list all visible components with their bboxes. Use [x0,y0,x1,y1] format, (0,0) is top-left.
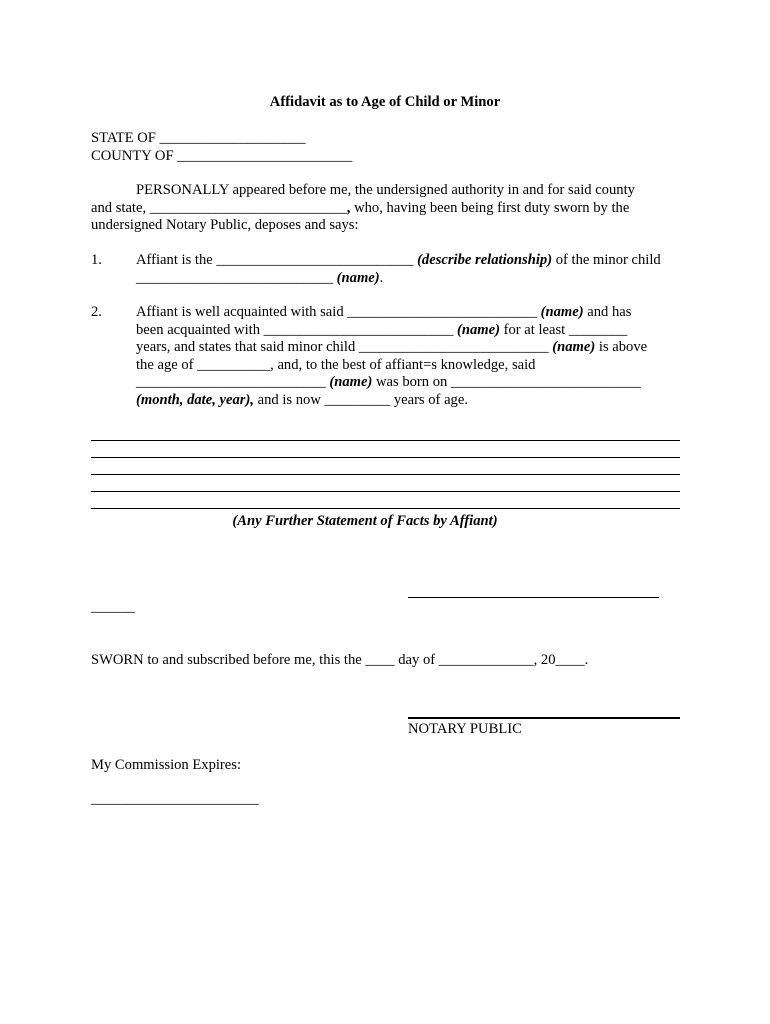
item-2-line-1-name-label: (name) [540,304,584,320]
item-1-text [136,252,696,287]
short-blank-line: ______ [91,599,135,615]
item-1-name-label: (name) [336,269,380,286]
intro-line-2-comma: , [346,199,351,216]
item-2-line-5 [136,374,696,392]
statement-line-2 [91,457,680,458]
statement-line-3 [91,474,680,475]
item-2-line-5-end: was born on __________________________ [372,374,641,391]
item-2-line-5-name-label: (name) [329,374,373,391]
further-statement-caption: (Any Further Statement of Facts by Affiant) [232,513,498,529]
item-2-line-4: the age of __________, and, to the best of affiant=s knowledge, said [136,356,536,373]
commission-date-line: _______________________ [91,791,259,807]
item-1-relationship-label: (describe relationship) [417,252,553,268]
state-line: STATE OF ____________________ [91,130,306,146]
item-2-text [136,304,696,410]
document-title: Affidavit as to Age of Child or Minor [269,94,501,110]
item-2-number: 2. [91,304,102,320]
item-1-line-1 [136,252,696,270]
item-2-line-3 [136,339,696,357]
item-1-line-2-start: ___________________________ [136,269,337,286]
item-2-line-2-name-label: (name) [457,321,500,338]
intro-line-2 [91,200,691,218]
item-1-line-1-start: Affiant is the ___________________________ [136,252,418,268]
item-2-line-6 [136,392,696,410]
intro-line-3: undersigned Notary Public, deposes and says: [91,217,359,234]
intro-line-1: PERSONALLY appeared before me, the undersigned authority in and for said county [136,182,635,198]
item-1-line-2 [136,270,696,288]
intro-line-2-end: who, having been being first duty sworn by the [350,199,630,216]
item-2-line-2-end: for at least ________ [499,321,628,338]
item-1-line-2-end: . [379,269,384,286]
commission-expires-label: My Commission Expires: [91,757,241,773]
notary-public-label: NOTARY PUBLIC [408,721,522,737]
item-2-line-1-end: and has [583,304,632,320]
county-line: COUNTY OF ________________________ [91,148,353,164]
item-2-line-1 [136,304,696,322]
intro-line-2-start: and state, ___________________________ [91,199,347,216]
item-1-line-1-end: of the minor child [552,252,661,268]
item-2-line-1-start: Affiant is well acquainted with said __________________________ [136,304,541,320]
item-2-line-3-end: is above [595,339,648,356]
intro-paragraph [91,182,691,235]
statement-line-5 [91,508,680,509]
affiant-signature-line [408,597,659,598]
statement-line-1 [91,440,680,441]
item-2-line-5-start: __________________________ [136,374,330,391]
statement-line-4 [91,491,680,492]
item-2-line-2-start: been acquainted with __________________________ [136,321,458,338]
item-2-line-3-start: years, and states that said minor child __________________________ [136,339,553,356]
notary-signature-line [408,717,680,719]
item-2-line-2 [136,322,696,340]
sworn-statement: SWORN to and subscribed before me, this the ____ day of _____________, 20____. [91,652,589,668]
item-2-line-3-name-label: (name) [552,339,596,356]
item-2-date-label: (month, date, year), [136,391,254,408]
item-1-number: 1. [91,252,102,268]
item-2-line-6-end: and is now _________ years of age. [253,391,468,408]
